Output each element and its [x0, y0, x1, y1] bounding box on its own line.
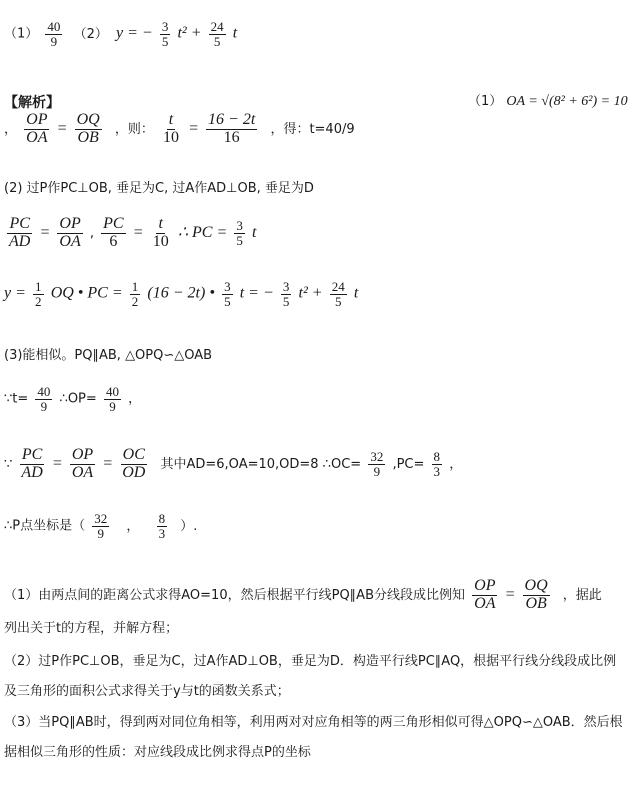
fraction: $\frac{1}{2}$: [35, 279, 42, 309]
explain2: （2）过P作PC⊥OB，垂足为C，过A作AD⊥OB，垂足为D．构造平行线PC∥AQ，根据平行线分线段成比例及三角形的面积公式求得关于y与t的函数关系式；: [4, 654, 617, 699]
explain3: （3）当PQ∥AB时，得到两对同位角相等，利用两对对应角相等的两三角形相似可得△OPQ∽△OAB．然后根据相似三角形的性质：对应线段成比例求得点P的坐标: [4, 715, 623, 760]
fraction: $\frac{8}{3}$: [433, 449, 441, 479]
fraction: $\frac{40}{9}$: [37, 384, 51, 414]
fraction: $\frac{3}{5}$: [224, 279, 231, 309]
proportion-line: ， $\frac{OP}{OA}$ = $\frac{OQ}{OB}$ ，则： $\frac{t}{10}$ = $\frac{16 - 2t}{16}$ ，得：t=40/9: [4, 111, 355, 146]
fraction: $\frac{OQ}{OB}$: [76, 111, 100, 146]
fraction: $\frac{32}{9}$: [94, 511, 108, 541]
part3-text: (3)能相似。PQ∥AB, △OPQ∽△OAB: [4, 348, 213, 363]
fraction: $\frac{t}{10}$: [152, 215, 169, 250]
fraction: $\frac{t}{10}$: [162, 111, 179, 146]
fraction: $\frac{8}{3}$: [158, 511, 166, 541]
coordinate-line: ∴P点坐标是（ $\frac{32}{9}$ ， $\frac{8}{3}$ ）.: [4, 511, 198, 541]
fraction: $\frac{24}{5}$: [210, 19, 224, 49]
fraction: $\frac{40}{9}$: [47, 19, 61, 49]
ratio-line: ∵ $\frac{PC}{AD}$ = $\frac{OP}{OA}$ = $\frac{OC}{OD}$ 其中AD=6,OA=10,OD=8 ∴OC= $\frac{32}{9}$ ,PC= $\frac{8}{3}$ ，: [4, 446, 463, 481]
explain1-line1: （1）由两点间的距离公式求得AO=10，然后根据平行线PQ∥AB分线段成比例知 $\frac{OP}{OA}$ = $\frac{OQ}{OB}$ ，据此: [4, 577, 602, 612]
fraction: $\frac{OP}{OA}$: [59, 215, 81, 250]
analysis-heading: 【解析】: [4, 95, 60, 111]
oa-expression: （1） OA = √(8² + 6²) = 10: [468, 94, 628, 109]
fraction: $\frac{OP}{OA}$: [71, 446, 94, 481]
fraction: $\frac{32}{9}$: [370, 449, 384, 479]
fraction: $\frac{16 - 2t}{16}$: [208, 111, 256, 146]
fraction: $\frac{3}{5}$: [161, 19, 169, 49]
answer-label: （1）: [4, 26, 39, 42]
fraction: $\frac{40}{9}$: [105, 384, 119, 414]
fraction: $\frac{3}{5}$: [282, 279, 290, 309]
fraction: $\frac{OP}{OA}$: [26, 111, 48, 146]
pc-line: $\frac{PC}{AD}$ = $\frac{OP}{OA}$ , $\frac{PC}{6}$ = $\frac{t}{10}$ ∴ PC = $\frac{3}{5}$ t: [9, 215, 257, 250]
fraction: $\frac{PC}{AD}$: [21, 446, 43, 481]
fraction: $\frac{1}{2}$: [131, 279, 139, 309]
fraction: $\frac{OP}{OA}$: [474, 577, 496, 612]
answer-line: （1） $\frac{40}{9}$ （2） y = − $\frac{3}{5}$ t² + $\frac{24}{5}$ t: [4, 19, 238, 49]
fraction: $\frac{OQ}{OB}$: [524, 577, 548, 612]
because-t-line: ∵t= $\frac{40}{9}$ ∴OP= $\frac{40}{9}$ ，: [4, 384, 142, 414]
fraction: $\frac{OC}{OD}$: [122, 446, 146, 481]
fraction: $\frac{24}{5}$: [331, 279, 345, 309]
part2-text: (2) 过P作PC⊥OB, 垂足为C, 过A作AD⊥OB, 垂足为D: [4, 181, 314, 196]
fraction: $\frac{PC}{AD}$: [9, 215, 31, 250]
y-function-line: y = $\frac{1}{2}$ OQ • PC = $\frac{1}{2}$ (16 − 2t) • $\frac{3}{5}$ t = − $\frac{3}{5}$ t² + $\frac{24}{5}$ t: [4, 279, 359, 309]
fraction: $\frac{PC}{6}$: [103, 215, 124, 250]
fraction: $\frac{3}{5}$: [236, 218, 243, 248]
answer-gap: （2）: [73, 26, 108, 42]
explain1-line2: 列出关于t的方程，并解方程；: [4, 621, 179, 636]
